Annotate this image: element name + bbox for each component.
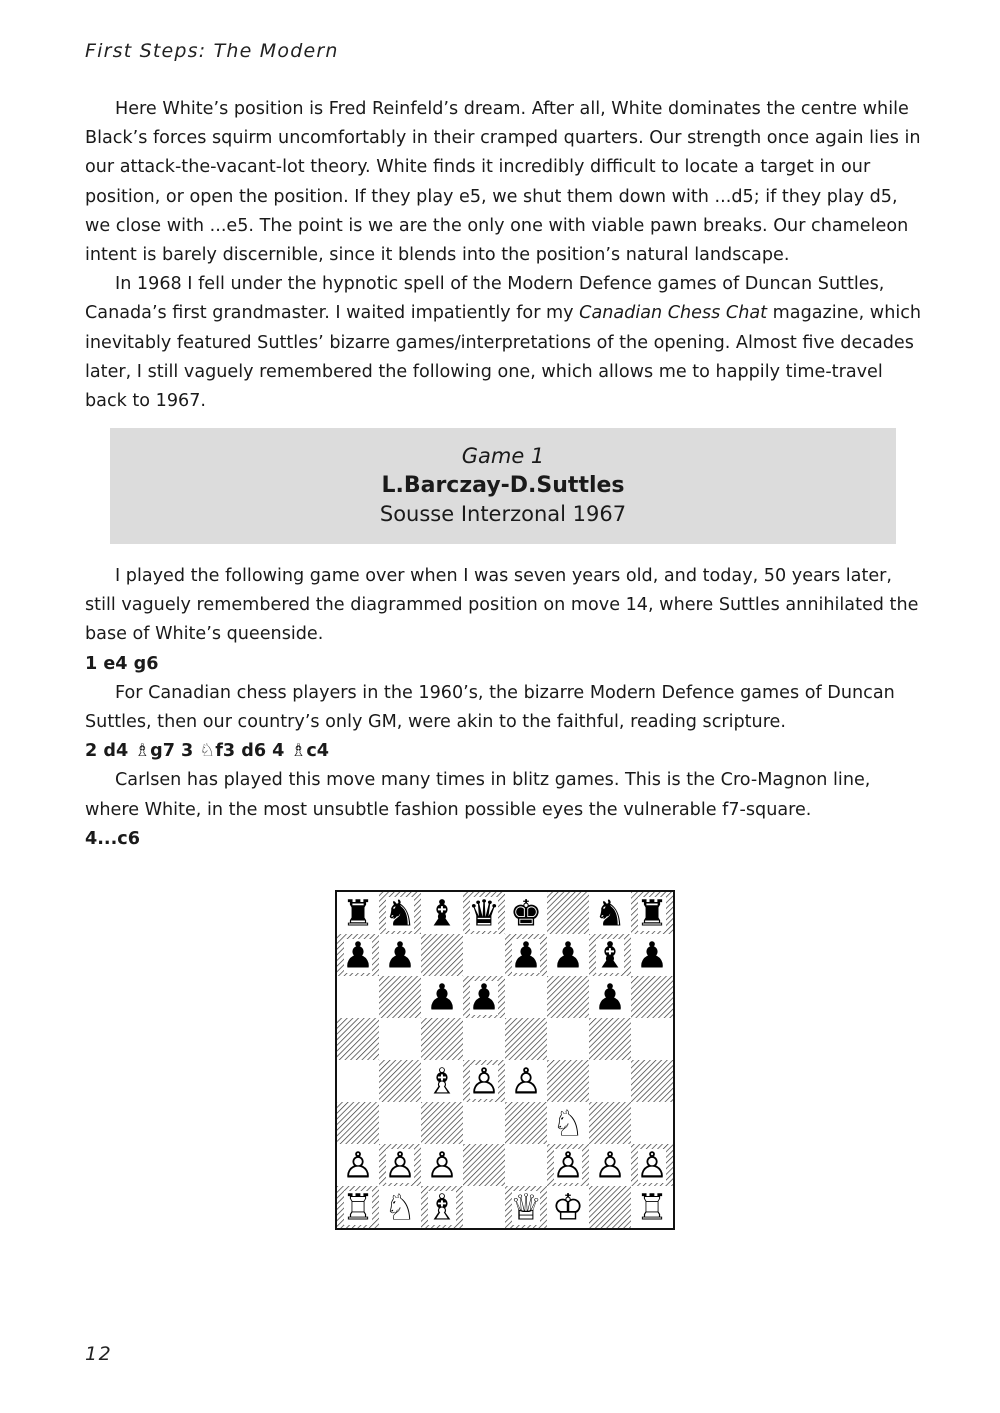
- square-d3: [463, 1102, 505, 1144]
- black-pawn-f7: ♟: [551, 935, 585, 977]
- black-pawn-g6: ♟: [593, 977, 627, 1019]
- square-e5: [505, 1018, 547, 1060]
- game-paragraph-3: Carlsen has played this move many times in blitz games. This is the Cro-Magnon line, where White, in the most unsubtle fashion possible eyes the vulnerable f7-square.: [85, 770, 871, 820]
- square-d2: [463, 1144, 505, 1186]
- game-paragraph-1: I played the following game over when I was seven years old, and today, 50 years later, still vaguely remembered the diagrammed position on move 14, where Suttles annihilated the base of White’s queenside.: [85, 566, 919, 645]
- square-b6: [379, 976, 421, 1018]
- square-b5: [379, 1018, 421, 1060]
- square-g4: [589, 1060, 631, 1102]
- black-bishop-g7: ♝: [593, 935, 627, 977]
- square-f4: [547, 1060, 589, 1102]
- square-a3: [337, 1102, 379, 1144]
- square-d7: [463, 934, 505, 976]
- black-bishop-c8: ♝: [425, 893, 459, 935]
- square-g1: [589, 1186, 631, 1228]
- square-d1: [463, 1186, 505, 1228]
- white-pawn-c2: ♙: [425, 1145, 459, 1187]
- game-players: L.Barczay-D.Suttles: [381, 473, 625, 498]
- square-g5: [589, 1018, 631, 1060]
- white-knight-b1: ♘: [383, 1187, 417, 1228]
- square-d5: [463, 1018, 505, 1060]
- black-pawn-a7: ♟: [341, 935, 375, 977]
- square-h5: [631, 1018, 673, 1060]
- black-knight-g8: ♞: [593, 893, 627, 935]
- square-c7: [421, 934, 463, 976]
- square-g3: [589, 1102, 631, 1144]
- white-bishop-c4: ♗: [425, 1061, 459, 1103]
- white-pawn-a2: ♙: [341, 1145, 375, 1187]
- square-h4: [631, 1060, 673, 1102]
- black-knight-b8: ♞: [383, 893, 417, 935]
- square-f5: [547, 1018, 589, 1060]
- white-rook-h1: ♖: [635, 1187, 669, 1228]
- game-header: [110, 428, 896, 544]
- square-b3: [379, 1102, 421, 1144]
- square-h3: [631, 1102, 673, 1144]
- magazine-title: Canadian Chess Chat: [579, 303, 768, 324]
- intro-paragraph-1: Here White’s position is Fred Reinfeld’s dream. After all, White dominates the centre while Black’s forces squirm uncomfortably in their cramped quarters. Our strength once again lies in our attack-the-vacant-lot theory. White finds it incredibly difficult to locate a target in our position, or open the position. If they play e5, we shut them down with ...d5; if they play d5, we close with ...e5. The point is we are the only one with viable pawn breaks. Our chameleon intent is barely discernible, since it blends into the position’s natural landscape.: [85, 99, 921, 266]
- game-number: Game 1: [461, 444, 545, 468]
- square-a5: [337, 1018, 379, 1060]
- black-pawn-c6: ♟: [425, 977, 459, 1019]
- white-pawn-g2: ♙: [593, 1145, 627, 1187]
- white-pawn-h2: ♙: [635, 1145, 669, 1187]
- square-e2: [505, 1144, 547, 1186]
- white-knight-f3: ♘: [551, 1103, 585, 1145]
- square-c5: [421, 1018, 463, 1060]
- square-f8: [547, 892, 589, 934]
- chess-diagram: [335, 890, 675, 1230]
- white-king-f1: ♔: [551, 1187, 585, 1228]
- move-line-1: 1 e4 g6: [85, 653, 159, 674]
- black-rook-a8: ♜: [341, 893, 375, 935]
- white-pawn-d4: ♙: [467, 1061, 501, 1103]
- square-c3: [421, 1102, 463, 1144]
- intro-paragraph-2: [85, 270, 925, 416]
- black-king-e8: ♚: [509, 893, 543, 935]
- black-queen-d8: ♛: [467, 893, 501, 935]
- square-h6: [631, 976, 673, 1018]
- square-f6: [547, 976, 589, 1018]
- black-pawn-d6: ♟: [467, 977, 501, 1019]
- white-pawn-e4: ♙: [509, 1061, 543, 1103]
- game-text: [85, 562, 925, 854]
- square-a6: [337, 976, 379, 1018]
- move-line-3: 4...c6: [85, 828, 140, 849]
- intro-paragraph-2-end: magazine, which inevitably featured Suttles’ bizarre games/interpretations of the opening. Almost five decades later, I still vaguely remembered the following one, which allows me to happily time-travel back to 1967.: [85, 303, 922, 412]
- page-number: 12: [85, 1343, 113, 1365]
- game-event: Sousse Interzonal 1967: [379, 502, 627, 526]
- chess-board: [337, 892, 673, 1228]
- white-bishop-c1: ♗: [425, 1187, 459, 1228]
- intro-paragraph-2-start: In 1968 I fell under the hypnotic spell of the Modern Defence games of Duncan Suttles, Canada’s first grandmaster. I waited impatiently for my: [85, 274, 885, 324]
- square-a4: [337, 1060, 379, 1102]
- square-e3: [505, 1102, 547, 1144]
- square-b4: [379, 1060, 421, 1102]
- white-pawn-f2: ♙: [551, 1145, 585, 1187]
- game-paragraph-2: For Canadian chess players in the 1960’s, the bizarre Modern Defence games of Duncan Suttles, then our country’s only GM, were akin to the faithful, reading scripture.: [85, 682, 895, 733]
- black-pawn-h7: ♟: [635, 935, 669, 977]
- square-e6: [505, 976, 547, 1018]
- black-pawn-b7: ♟: [383, 935, 417, 977]
- white-pawn-b2: ♙: [383, 1145, 417, 1187]
- black-pawn-e7: ♟: [509, 935, 543, 977]
- move-line-2: 2 d4 ♗g7 3 ♘f3 d6 4 ♗c4: [85, 741, 329, 762]
- white-rook-a1: ♖: [341, 1187, 375, 1228]
- running-head: First Steps: The Modern: [85, 40, 339, 62]
- black-rook-h8: ♜: [635, 893, 669, 935]
- white-queen-e1: ♕: [509, 1187, 543, 1228]
- intro-text: [85, 95, 925, 416]
